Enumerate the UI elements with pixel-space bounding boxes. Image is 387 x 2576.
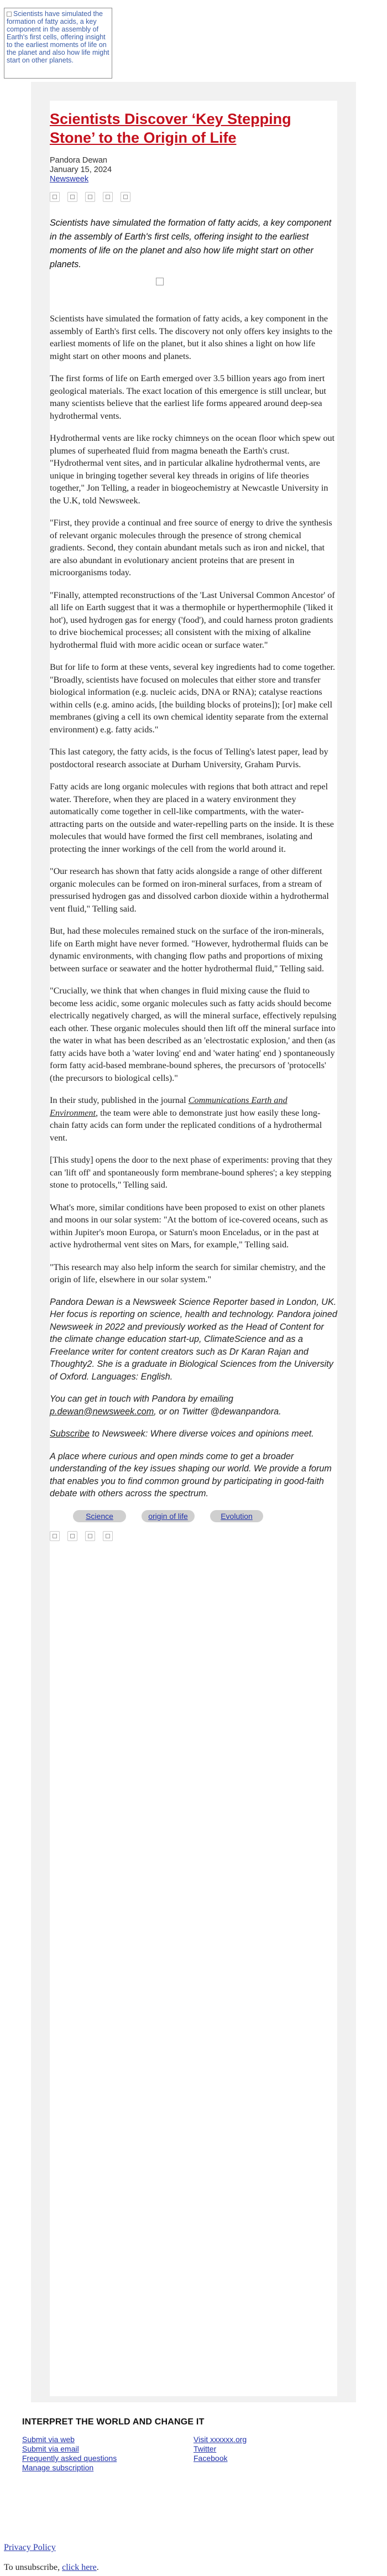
tag-origin-of-life[interactable]: origin of life — [142, 1510, 195, 1522]
footer-link-visit-site[interactable]: Visit xxxxxx.org — [194, 2435, 247, 2444]
footer-left-links — [22, 2435, 117, 2473]
journal-link[interactable]: Communications Earth and Environment — [50, 1095, 287, 1118]
footer-heading: INTERPRET THE WORLD AND CHANGE IT — [22, 2417, 205, 2427]
paragraph: "This research may also help inform the search for similar chemistry, and the origin of life, elsewhere in our solar system." — [50, 1262, 326, 1284]
email-share-icon[interactable] — [103, 1531, 113, 1541]
unsubscribe-text: To unsubscribe, — [4, 2563, 62, 2572]
paragraph: What's more, similar conditions have been proposed to exist on other planets and moons in our solar system: "At the bottom of ice-covered oceans, such as within Jupiter's moon Europa, or Saturn's moon Enceladus, or in the past at active hydrothermal vent sites on Mars, for example," Telling said. — [50, 1202, 328, 1250]
footer-link-submit-web[interactable]: Submit via web — [22, 2435, 75, 2444]
author-name: Pandora Dewan — [50, 156, 107, 165]
paragraph: [This study] opens the door to the next phase of experiments: proving that they can 'lift off' and spontaneously form membrane-bound spheres'; a key stepping stone to protocells," Telling said. — [50, 1155, 333, 1190]
footer-link-faq[interactable]: Frequently asked questions — [22, 2454, 117, 2463]
broken-image-icon — [7, 12, 12, 17]
twitter-share-icon[interactable] — [67, 192, 77, 202]
author-contact: You can get in touch with Pandora by emailing p.dewan@newsweek.com, or on Twitter @dewanpandora. — [50, 1394, 281, 1417]
mission-statement: A place where curious and open minds come to get a broader understanding of the key issues shaping our world. We provide a forum that enables you to find common ground by participating in good-faith debate with others across the spectrum. — [50, 1451, 332, 1498]
share-bar-bottom — [50, 1531, 337, 1541]
subscribe-link[interactable]: Subscribe — [50, 1429, 90, 1439]
article-dek: Scientists have simulated the formation of fatty acids, a key component in the assembly of Earth's first cells, offering insight to the earliest moments of life on the planet and also how life might start on other planets. — [50, 218, 332, 269]
paragraph: But, had these molecules remained stuck on the surface of the iron-minerals, life on Earth might have never formed. "However, hydrothermal fluids can be dynamic environments, with changing flow paths and proportions of mixing between surface or seawater and the hotter hydrothermal fluid," Telling said. — [50, 926, 328, 974]
article-card — [50, 101, 337, 2396]
author-email-link[interactable]: p.dewan@newsweek.com — [50, 1406, 154, 1417]
article-headline[interactable]: Scientists Discover ‘Key Stepping Stone’ to the Origin of Life — [50, 111, 291, 146]
tag-list — [73, 1510, 337, 1522]
preheader-image-alt: Scientists have simulated the formation of fatty acids, a key component in the assembly of Earth's first cells, offering insight to the earliest moments of life on the planet and also how life might start on other planets. — [4, 8, 112, 79]
bottom-legal: Privacy Policy To unsubscribe, click here. — [4, 2543, 99, 2572]
paragraph: But for life to form at these vents, several key ingredients had to come together. "Broadly, scientists have focused on molecules that either store and transfer biological information (e.g. nucleic acids, DNA or RNA); catalyse reactions within cells (e.g. amino acids, [the building blocks of proteins]); [or] make cell membranes (giving a cell its own chemical identity separate from the external environment) e.g. fatty acids." — [50, 662, 336, 735]
article-body — [50, 313, 337, 1500]
publish-date: January 15, 2024 — [50, 165, 112, 174]
unsubscribe-link[interactable]: click here — [62, 2563, 97, 2572]
email-share-icon[interactable] — [121, 192, 130, 202]
footer-link-twitter[interactable]: Twitter — [194, 2444, 217, 2453]
reddit-share-icon[interactable] — [103, 192, 113, 202]
paragraph: Hydrothermal vents are like rocky chimneys on the ocean floor which spew out plumes of superheated fluid from magma beneath the Earth's crust. "Hydrothermal vent sites, and in particular alkaline hydrothermal vents, are unique in bringing together several key threads in origins of life theories together," Jon Telling, a reader in biogeochemistry at Newcastle University in the U.K, told Newsweek. — [50, 433, 335, 506]
publication-link[interactable]: Newsweek — [50, 175, 89, 184]
footer-link-facebook[interactable]: Facebook — [194, 2454, 228, 2463]
paragraph: Fatty acids are long organic molecules with regions that both attract and repel water. Therefore, when they are placed in a watery environment they automatically come together in cell-like compartments, with the water-attracting parts on the outside and water-repelling parts on the inside. It is these molecules that would have formed the first cell membranes, isolating and protecting the inner workings of the cell from the world around it. — [50, 782, 334, 854]
paragraph: "Crucially, we think that when changes in fluid mixing cause the fluid to become less acidic, some organic molecules such as fatty acids should become electrically negatively charged, as will the mineral surface, effectively repulsing each other. These organic molecules should then lift off the mineral surface into the water in what has been described as an 'electrostatic explosion,' and then (as fatty acids have both a 'water loving' end and 'water hating' end ) spontaneously form fatty acid-based membrane-bound spheres, the precursors of 'protocells' (the precursors to biological cells)." — [50, 986, 337, 1083]
paragraph: "Our research has shown that fatty acids alongside a range of other different organic molecules can be formed on iron-mineral surfaces, from a stream of pressurised hydrogen gas and dissolved carbon dioxide within a hydrothermal vent fluid," Telling said. — [50, 866, 329, 914]
footer — [0, 2413, 387, 2523]
privacy-policy-link[interactable]: Privacy Policy — [4, 2543, 56, 2552]
footer-link-submit-email[interactable]: Submit via email — [22, 2444, 79, 2453]
byline — [50, 156, 337, 184]
subscribe-line: Subscribe to Newsweek: Where diverse voices and opinions meet. — [50, 1429, 314, 1439]
author-bio: Pandora Dewan is a Newsweek Science Reporter based in London, UK. Her focus is reporting on science, health and technology. Pandora joined Newsweek in 2022 and previously worked as the Head of Content for the climate change education start-up, ClimateScience and as a Freelance writer for content creators such as Dr Karan Rajan and Thoughty2. She is a graduate in Biological Sciences from the University of Oxford. Languages: English. — [50, 1297, 337, 1382]
linkedin-share-icon[interactable] — [85, 192, 95, 202]
paragraph: Scientists have simulated the formation of fatty acids, a key component in the assembly of Earth's first cells. The discovery not only offers key insights to the earliest moments of life on the planet, but it also shines a light on how life might start on other moons and planets. — [50, 314, 333, 361]
share-bar — [50, 192, 337, 202]
paragraph-study: In their study, published in the journal Communications Earth and Environment, the team were able to demonstrate just how easily these long-chain fatty acids can form under the replicated conditions of a hydrothermal vent. — [50, 1095, 322, 1143]
tag-evolution[interactable]: Evolution — [210, 1510, 263, 1522]
linkedin-share-icon[interactable] — [85, 1531, 95, 1541]
facebook-share-icon[interactable] — [50, 1531, 60, 1541]
paragraph: This last category, the fatty acids, is the focus of Telling's latest paper, lead by postdoctoral research associate at Durham University, Graham Purvis. — [50, 747, 328, 769]
tag-science[interactable]: Science — [73, 1510, 126, 1522]
twitter-share-icon[interactable] — [67, 1531, 77, 1541]
facebook-share-icon[interactable] — [50, 192, 60, 202]
paragraph: "Finally, attempted reconstructions of the 'Last Universal Common Ancestor' of all life on Earth suggest that it was a thermophile or hyperthermophile ('liked it hot'), used hydrogen gas for energy ('food'), and could harness proton gradients to drive biochemical processes; all consistent with the mixing of alkaline hydrothermal fluid with more acidic ocean or surface water." — [50, 590, 335, 650]
footer-right-links — [194, 2435, 247, 2463]
paragraph: The first forms of life on Earth emerged over 3.5 billion years ago from inert geological materials. The exact location of this emergence is still unclear, but many scientists believe that the earliest life forms appeared around deep-sea hydrothermal vents. — [50, 373, 326, 421]
paragraph: "First, they provide a continual and free source of energy to drive the synthesis of relevant organic molecules through the presence of strong chemical gradients. Second, they contain abundant metals such as iron and nickel, that are also abundant in evolutionary ancient proteins that are present in microorganisms today. — [50, 518, 332, 577]
hero-image-placeholder — [154, 276, 165, 287]
footer-link-manage-subscription[interactable]: Manage subscription — [22, 2463, 94, 2472]
